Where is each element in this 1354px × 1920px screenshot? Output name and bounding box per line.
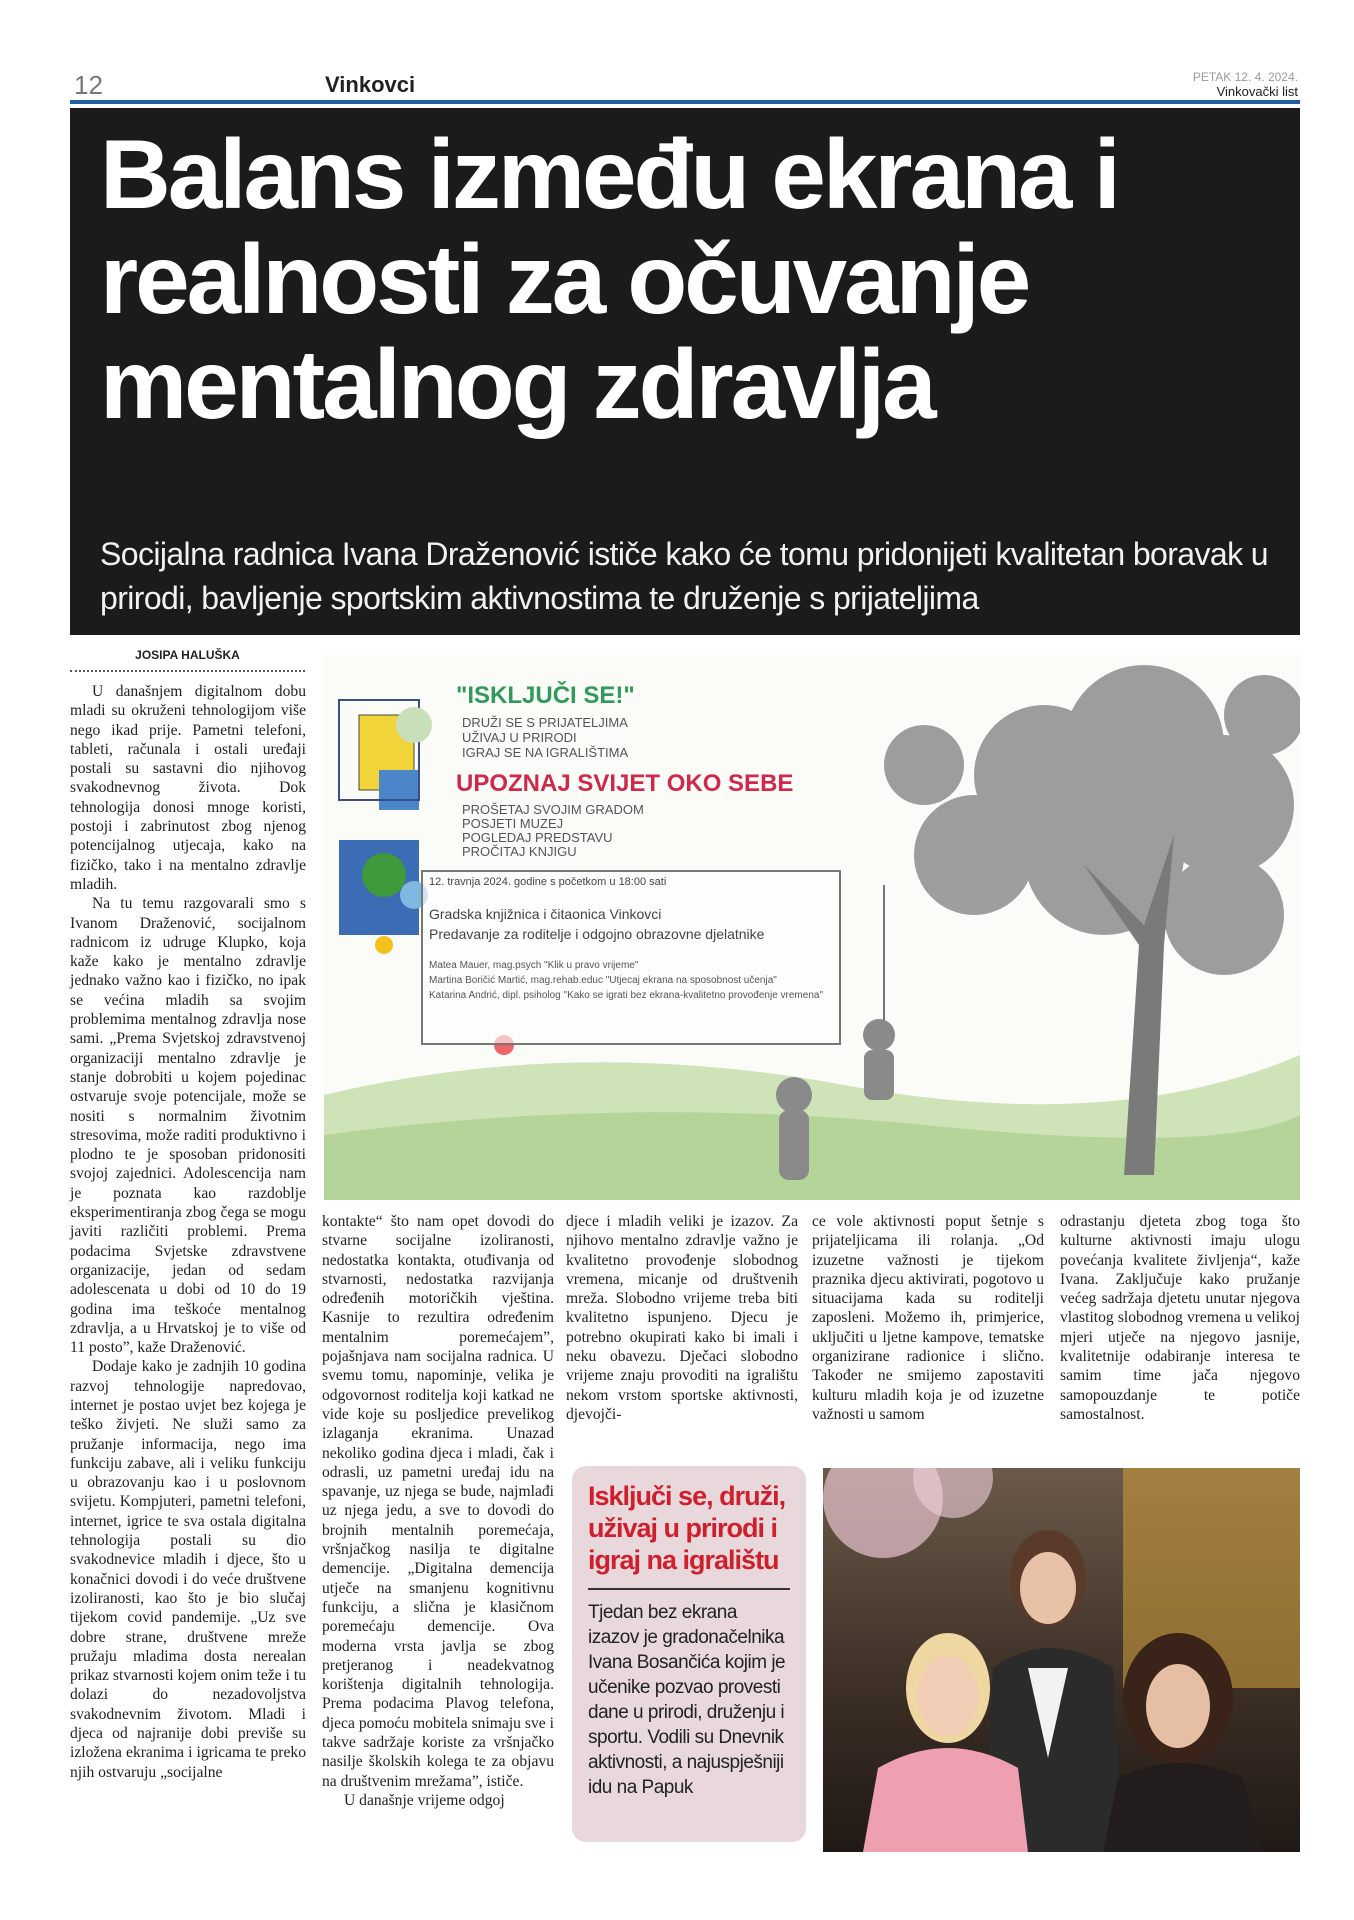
page-number: 12 [74, 70, 103, 100]
poster-line: PROŠETAJ SVOJIM GRADOM [462, 802, 644, 817]
byline: JOSIPA HALUŠKA [135, 648, 240, 662]
headline: Balans između ekrana i realnosti za očuvanje mentalnog zdravlja [100, 119, 1118, 439]
poster-speaker: Martina Boričić Martić, mag.rehab.educ "Utjecaj ekrana na sposobnost učenja" [429, 975, 777, 986]
issue-date: PETAK 12. 4. 2024. [1192, 70, 1298, 84]
poster-speaker: Katarina Andrić, dipl. psiholog "Kako se igrati bez ekrana-kvalitetno provođenje vremena" [429, 990, 823, 1001]
paragraph: djece i mladih veliki je izazov. Za njihovo mentalno zdravlje važno je kvalitetno provođenje slobodnog vremena, micanje od društvenih mreža. Slobodno vrijeme treba biti kvalitetno ispunjeno. Djecu je potrebno okupirati kako bi imali i neku obavezu. Dječaci slobodno vrijeme znaju provoditi na igralištu nekom vrstom sportske aktivnosti, djevojči- [566, 1213, 798, 1423]
article-column-5 [1060, 1212, 1300, 1424]
header-rule [70, 100, 1300, 104]
paragraph: kontakte“ što nam opet dovodi do stvarne socijalne izoliranosti, nedostatka kontakta, otuđivanja od stvarnosti, nedostatka razvijanja određenih motoričkih vještina. Kasnije to rezultira određenim mentalnim poremećajem”, pojašnjava nam socijalna radnica. U svemu tomu, napominje, velika je odgovornost roditelja koji katkad ne vide koje su posljedice prevelikog izlaganja ekranima. Unazad nekoliko godina djeca i mladi, čak i odrasli, uz pametni uređaj idu na spavanje, uz njega se bude, najmlađi uz njega jedu, a sve to dovodi do brojnih mentalnih poremećaja, vršnjačkog nasilja te digitalne demencije. „Digitalna demencija utječe na smanjenu kognitivnu funkciju, a slična je klasičnom poremećaju demencije. Ova moderna vrsta javlja se zbog pretjeranog i neadekvatnog korištenja digitalnih tehnologija. Prema podacima Plavog telefona, djeca pomoću mobitela snimaju sve i takve sadržaje koriste za vršnjačko nasilje školskih kolega te za objavu na društvenim mrežama”, ističe. [322, 1213, 554, 1790]
paragraph: U današnjem digitalnom dobu mladi su okruženi tehnologijom više nego ikad prije. Pametni telefoni, tableti, računala i ostali uređaji postali su sastavni dio njihovog svakodnevnog života. Dok tehnologija donosi mnoge koristi, postoji i zabrinutost zbog njenog potencijalnog utjecaja, kako na fizičko, tako i na mentalno zdravlje mladih. [70, 683, 306, 893]
article-column-1 [70, 682, 306, 1782]
poster-speaker: Matea Mauer, mag.psych "Klik u pravo vrijeme" [429, 960, 639, 971]
poster-line: POGLEDAJ PREDSTAVU [462, 830, 613, 845]
article-column-4 [812, 1212, 1044, 1424]
poster-event: Predavanje za roditelje i odgojno obrazovne djelatnike [429, 926, 765, 942]
subheadline: Socijalna radnica Ivana Draženović ističe kako će tomu pridonijeti kvalitetan boravak u prirodi, bavljenje sportskim aktivnostima te druženje s prijateljima [100, 536, 1268, 616]
poster-line: IGRAJ SE NA IGRALIŠTIMA [462, 745, 629, 760]
sidebar-box [572, 1466, 806, 1842]
sidebar-box-title: Isključi se, druži, uživaj u prirodi i igraj na igralištu [588, 1480, 790, 1590]
paragraph: U današnje vrijeme odgoj [344, 1791, 505, 1809]
paragraph: Na tu temu razgovarali smo s Ivanom Draženović, socijalnom radnicom iz udruge Klupko, koja kaže kako je mentalno zdravlje jednako važno kao i fizičko, no ipak se većina mladih sa svojim problemima mentalnog zdravlja nose sami. „Prema Svjetskoj zdravstvenoj organizaciji mentalno zdravlje je stanje dobrobiti u kojem pojedinac ostvaruje svoje potencijale, može se nositi s normalnim životnim stresovima, može raditi produktivno i plodno te je sposoban pridonositi svojoj zajednici. Adolescencija nam je poznata kao razdoblje eksperimentiranja zbog čega se mogu javiti različiti problemi. Prema podacima Svjetske zdravstvene organizacije, jedan od sedam adolescenata u dobi od 10 do 19 godina ima teškoće mentalnog zdravlja, a u Hrvatskoj je to više od 11 posto”, kaže Draženović. [70, 895, 306, 1357]
poster-event-box [421, 870, 841, 1045]
paragraph: Dodaje kako je zadnjih 10 godina razvoj tehnologije napredovao, internet je postao uvjet bez kojega je teško živjeti. Ne služi samo za pružanje informacija, nego ima funkciju zabave, ali i veliku funkciju u obrazovanju kao i u poslovnom svijetu. Kompjuteri, pametni telefoni, internet, igrice te sva ostala digitalna tehnologija postali su dio svakodnevice mladih i djece, što u konačnici dovodi i do veće društvene izoliranosti, kao što je bio slučaj tijekom covid pandemije. „Uz sve dobre strane, društvene mreže pružaju mladima dosta nerealan prikaz stvarnosti kojem onim teže i tu dolazi do nezadovoljstva svakodnevnim životom. Mladi i djeca od najranije dobi previše su izložena ekranima i igricama te preko njih ostvaruju „socijalne [70, 1358, 306, 1781]
poster-heading-1: "ISKLJUČI SE!" [456, 682, 635, 709]
article-column-3 [566, 1212, 798, 1424]
poster-date: 12. travnja 2024. godine s početkom u 18:00 sati [429, 876, 667, 888]
poster-line: POSJETI MUZEJ [462, 816, 564, 831]
section-name: Vinkovci [325, 72, 416, 97]
poster-venue: Gradska knjižnica i čitaonica Vinkovci [429, 906, 662, 922]
poster-line: DRUŽI SE S PRIJATELJIMA [462, 715, 628, 730]
poster-line: UŽIVAJ U PRIRODI [462, 730, 577, 745]
event-poster-image [324, 655, 1300, 1200]
poster-heading-2: UPOZNAJ SVIJET OKO SEBE [456, 770, 794, 797]
paper-name: Vinkovački list [1216, 84, 1298, 99]
paragraph: ce vole aktivnosti poput šetnje s prijateljicama ili rolanja. „Od izuzetne važnosti je tijekom praznika djecu aktivirati, pogotovo u situacijama kada su roditelji zaposleni. Možemo ih, primjerice, uključiti u ljetne kampove, tematske organizirane radionice i slično. Također ne smijemo zapostaviti kulturu mladih koja je od izuzetne važnosti u samom [812, 1213, 1044, 1423]
article-column-2 [322, 1212, 554, 1810]
photo-illustration [823, 1468, 1300, 1852]
poster-line: PROČITAJ KNJIGU [462, 844, 577, 859]
photo-three-women [823, 1468, 1300, 1852]
byline-divider [70, 670, 305, 672]
paragraph: odrastanju djeteta zbog toga što kulturne aktivnosti imaju ulogu povećanja kvalitete življenja“, kaže Ivana. Zaključuje kako pružanje većeg sadržaja djetetu unutar njegova vlastitog slobodnog vremena u velikoj mjeri utječe na njegovo jasnije, kvalitetnije odabiranje interesa te samim time jača njegovo samopouzdanje te potiče samostalnost. [1060, 1213, 1300, 1423]
sidebar-box-text: Tjedan bez ekrana izazov je gradonačelnika Ivana Bosančića kojim je učenike pozvao provesti dane u prirodi, druženju i sportu. Vodili su Dnevnik aktivnosti, a najuspješniji idu na Papuk [588, 1602, 786, 1798]
